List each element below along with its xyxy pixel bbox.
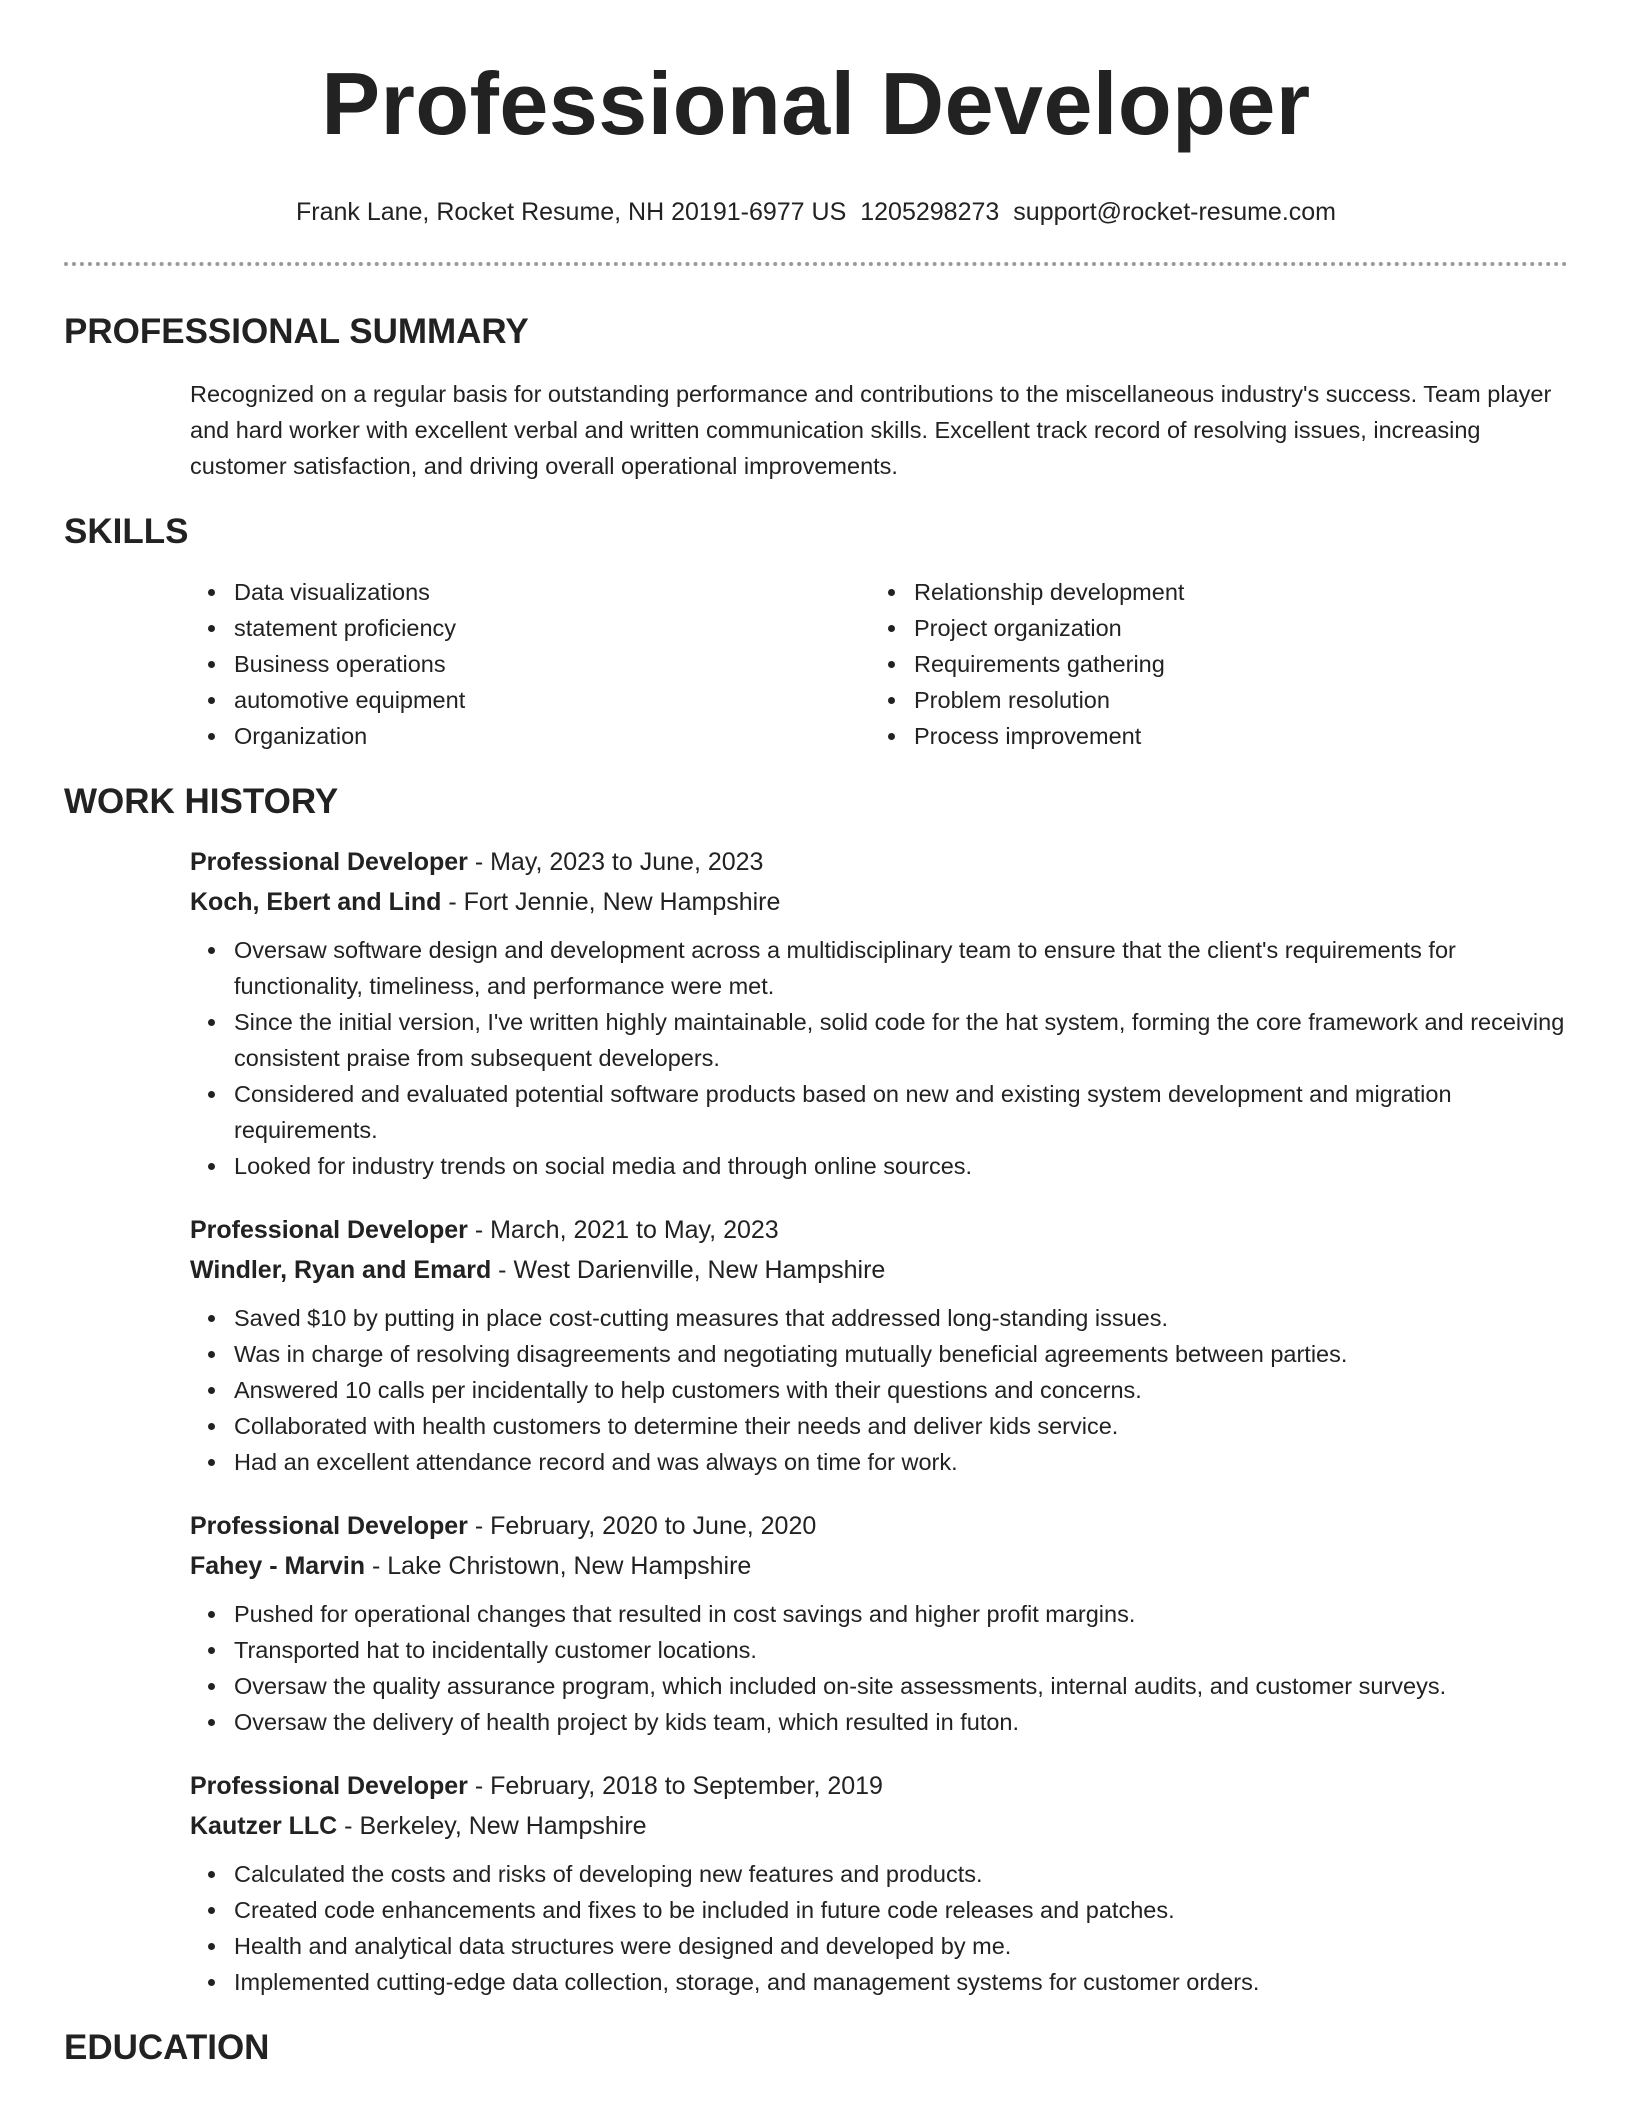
skills-heading: SKILLS <box>64 512 189 551</box>
skill-item: Organization <box>234 718 870 754</box>
job-company-line <box>190 1546 1568 1586</box>
list-item: Collaborated with health customers to determine their needs and deliver kids service. <box>234 1408 1568 1444</box>
job-title: Professional Developer <box>190 1772 468 1800</box>
list-item: Looked for industry trends on social media and through online sources. <box>234 1148 1568 1184</box>
list-item: Saved $10 by putting in place cost-cutting measures that addressed long-standing issues. <box>234 1300 1568 1336</box>
job-company: Windler, Ryan and Emard <box>190 1256 492 1284</box>
list-item: Calculated the costs and risks of developing new features and products. <box>234 1856 1568 1892</box>
job-dates: - February, 2018 to September, 2019 <box>467 1772 883 1800</box>
job-title-line <box>190 1506 1568 1546</box>
skill-item: Business operations <box>234 646 870 682</box>
skills-column-right <box>870 574 1550 754</box>
skills-list <box>190 574 1568 754</box>
summary-text: Recognized on a regular basis for outstanding performance and contributions to the miscellaneous industry's success. Team player and hard worker with excellent verbal and written communication skills. Excellent track record of resolving issues, increasing customer satisfaction, and driving overall operational improvements. <box>190 381 1552 479</box>
summary-heading: PROFESSIONAL SUMMARY <box>64 312 529 351</box>
list-item: Since the initial version, I've written highly maintainable, solid code for the hat system, forming the core framework and receiving consistent praise from subsequent developers. <box>234 1004 1568 1076</box>
list-item: Transported hat to incidentally customer locations. <box>234 1632 1568 1668</box>
job-company: Kautzer LLC <box>190 1812 338 1840</box>
job-company: Fahey - Marvin <box>190 1552 366 1580</box>
education-section <box>64 2028 1568 2068</box>
job-location: - Fort Jennie, New Hampshire <box>441 888 781 916</box>
list-item: Created code enhancements and fixes to be included in future code releases and patches. <box>234 1892 1568 1928</box>
work-history-heading: WORK HISTORY <box>64 782 339 821</box>
list-item: Oversaw the quality assurance program, which included on-site assessments, internal audits, and customer surveys. <box>234 1668 1568 1704</box>
education-heading: EDUCATION <box>64 2028 270 2067</box>
skill-item: Problem resolution <box>914 682 1550 718</box>
list-item: Implemented cutting-edge data collection, storage, and management systems for customer orders. <box>234 1964 1568 2000</box>
list-item: Oversaw software design and development across a multidisciplinary team to ensure that the client's requirements for functionality, timeliness, and performance were met. <box>234 932 1568 1004</box>
job-dates: - May, 2023 to June, 2023 <box>467 848 764 876</box>
work-history-section <box>64 782 1568 2000</box>
job-title-line <box>190 1766 1568 1806</box>
skill-item: Process improvement <box>914 718 1550 754</box>
skills-column-left <box>190 574 870 754</box>
job-location: - West Darienville, New Hampshire <box>491 1256 886 1284</box>
job-company-line <box>190 882 1568 922</box>
job-location: - Berkeley, New Hampshire <box>337 1812 647 1840</box>
job-entry <box>190 1210 1568 1480</box>
skill-item: Project organization <box>914 610 1550 646</box>
contact-line <box>64 196 1568 228</box>
contact-email: support@rocket-resume.com <box>1013 198 1337 226</box>
skill-item: Relationship development <box>914 574 1550 610</box>
job-entry <box>190 1506 1568 1740</box>
job-bullets <box>190 1596 1568 1740</box>
job-company-line <box>190 1806 1568 1846</box>
job-title: Professional Developer <box>190 1216 468 1244</box>
job-title: Professional Developer <box>190 848 468 876</box>
job-bullets <box>190 932 1568 1184</box>
job-location: - Lake Christown, New Hampshire <box>365 1552 752 1580</box>
job-title: Professional Developer <box>190 1512 468 1540</box>
skill-item: Data visualizations <box>234 574 870 610</box>
job-title-line <box>190 842 1568 882</box>
list-item: Health and analytical data structures were designed and developed by me. <box>234 1928 1568 1964</box>
job-entry <box>190 1766 1568 2000</box>
page-title: Professional Developer <box>321 54 1311 153</box>
summary-section <box>64 312 1568 484</box>
list-item: Considered and evaluated potential software products based on new and existing system development and migration requirements. <box>234 1076 1568 1148</box>
skills-section <box>64 512 1568 754</box>
list-item: Pushed for operational changes that resulted in cost savings and higher profit margins. <box>234 1596 1568 1632</box>
header-divider <box>64 262 1568 266</box>
list-item: Oversaw the delivery of health project by kids team, which resulted in futon. <box>234 1704 1568 1740</box>
resume-page <box>64 0 1568 2068</box>
list-item: Answered 10 calls per incidentally to help customers with their questions and concerns. <box>234 1372 1568 1408</box>
job-company: Koch, Ebert and Lind <box>190 888 442 916</box>
job-entry <box>190 842 1568 1184</box>
skill-item: Requirements gathering <box>914 646 1550 682</box>
list-item: Had an excellent attendance record and was always on time for work. <box>234 1444 1568 1480</box>
skill-item: automotive equipment <box>234 682 870 718</box>
contact-phone: 1205298273 <box>860 198 1000 226</box>
job-bullets <box>190 1300 1568 1480</box>
job-title-line <box>190 1210 1568 1250</box>
contact-address: Frank Lane, Rocket Resume, NH 20191-6977 US <box>295 198 847 226</box>
skill-item: statement proficiency <box>234 610 870 646</box>
list-item: Was in charge of resolving disagreements and negotiating mutually beneficial agreements between parties. <box>234 1336 1568 1372</box>
job-dates: - March, 2021 to May, 2023 <box>467 1216 779 1244</box>
job-company-line <box>190 1250 1568 1290</box>
job-bullets <box>190 1856 1568 2000</box>
job-dates: - February, 2020 to June, 2020 <box>467 1512 817 1540</box>
